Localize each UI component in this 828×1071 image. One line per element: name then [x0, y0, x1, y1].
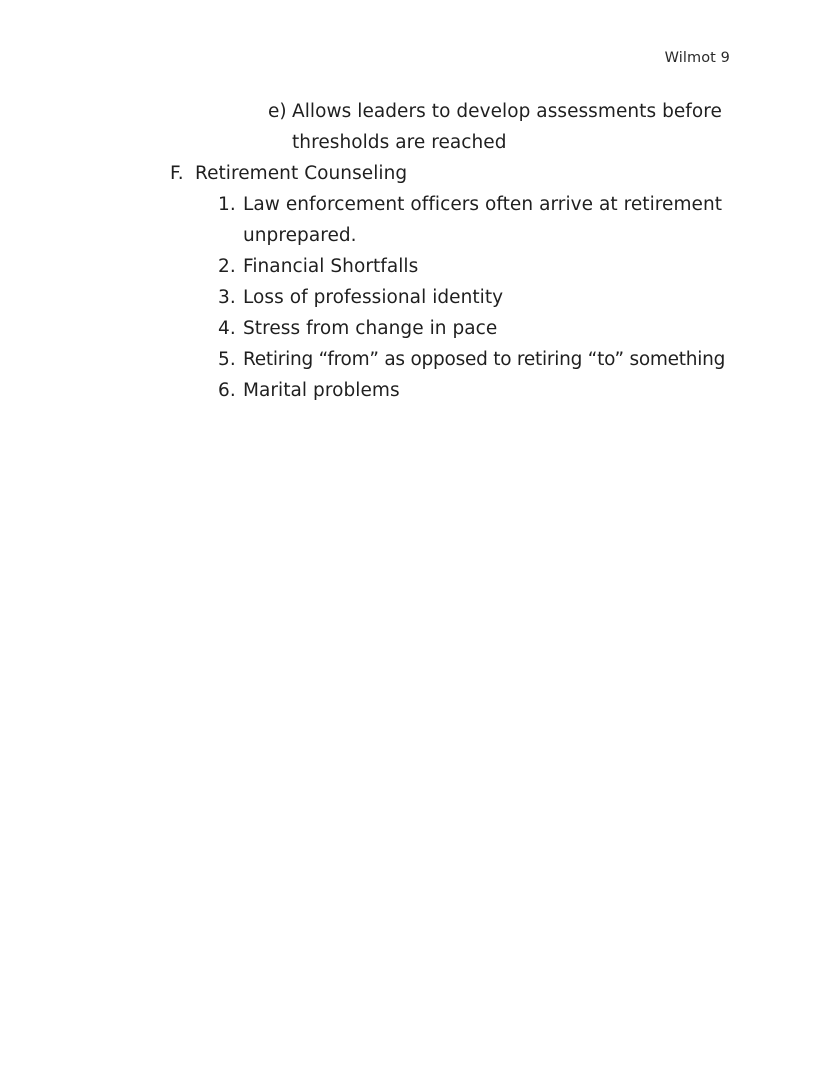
list-item-1-text-line1: Law enforcement officers often arrive at retirement [243, 194, 723, 215]
list-item-6-marker: 6. [218, 380, 236, 401]
list-item-1-text-line2: unprepared. [243, 225, 357, 246]
section-f-marker: F. [170, 163, 184, 184]
list-item-6-text: Marital problems [243, 380, 400, 401]
list-item-4-marker: 4. [218, 318, 236, 339]
list-item-5-marker: 5. [218, 349, 236, 370]
section-f-title: Retirement Counseling [195, 163, 408, 184]
running-head: Wilmot 9 [664, 50, 730, 66]
list-item-5-text: Retiring “from” as opposed to retiring “to” something [243, 349, 726, 370]
sub-item-e-text-line1: Allows leaders to develop assessments before [292, 101, 722, 122]
list-item-2-text: Financial Shortfalls [243, 256, 419, 277]
list-item-2-marker: 2. [218, 256, 236, 277]
sub-item-e-marker: e) [268, 101, 287, 122]
sub-item-e-text-line2: thresholds are reached [292, 132, 507, 153]
list-item-1-marker: 1. [218, 194, 236, 215]
list-item-4-text: Stress from change in pace [243, 318, 498, 339]
list-item-3-marker: 3. [218, 287, 236, 308]
list-item-3-text: Loss of professional identity [243, 287, 504, 308]
